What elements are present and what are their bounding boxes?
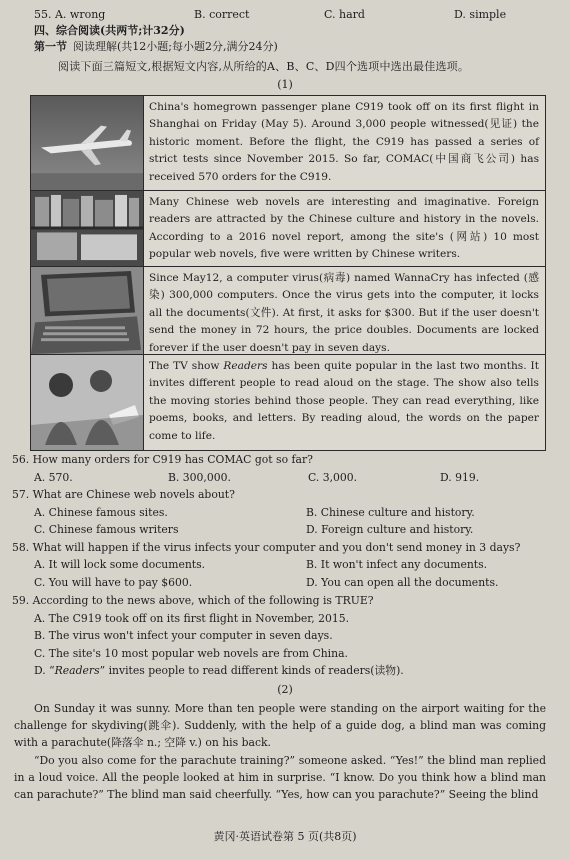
news-text-readers-pre: The TV show xyxy=(149,360,224,372)
news-row-c919 xyxy=(31,96,545,191)
q56-option-d: D. 919. xyxy=(440,471,480,484)
news-row-readers xyxy=(31,355,545,450)
q58-option-b: B. It won't infect any documents. xyxy=(306,558,488,571)
instruction: 阅读下面三篇短文,根据短文内容,从所给的A、B、C、D四个选项中选出最佳选项。 xyxy=(58,60,470,73)
laptop-photo xyxy=(31,267,144,354)
question-59: 59. According to the news above, which of the following is TRUE? xyxy=(12,594,374,607)
q56-option-c: C. 3,000. xyxy=(308,471,358,484)
q57-option-d: D. Foreign culture and history. xyxy=(306,523,474,536)
bookshelf-icon xyxy=(31,191,143,266)
tv-show-icon xyxy=(31,355,143,450)
passage-1-number: (1) xyxy=(277,78,293,91)
q57-option-b: B. Chinese culture and history. xyxy=(306,506,475,519)
tv-show-photo xyxy=(31,355,144,450)
section-title: 四、综合阅读(共两节;计32分) xyxy=(34,24,185,37)
q56-option-b: B. 300,000. xyxy=(168,471,231,484)
airplane-photo xyxy=(31,96,144,190)
part-label: 第一节 xyxy=(34,40,67,53)
bookshelf-photo xyxy=(31,191,144,266)
news-row-web-novels xyxy=(31,191,545,267)
q58-option-c: C. You will have to pay $600. xyxy=(34,576,193,589)
page-footer: 黄冈·英语试卷第 5 页(共8页) xyxy=(213,830,357,843)
q59-option-b: B. The virus won't infect your computer in seven days. xyxy=(34,629,333,642)
q55-option-d: D. simple xyxy=(454,8,507,21)
question-56: 56. How many orders for C919 has COMAC got so far? xyxy=(12,453,313,466)
news-text-virus: Since May12, a computer virus(病毒) named WannaCry has infected (感染) 300,000 computers. Once the virus gets into the computer, it locks all the documents(文件). At first, it asks for $300. But if the user doesn't send the money in 72 hours, the price doubles. Documents are locked forever if the user doesn't pay in seven days. xyxy=(149,272,539,354)
part-description: 阅读理解(共12小题;每小题2分,满分24分) xyxy=(73,40,278,53)
question-55-options xyxy=(34,8,544,24)
news-text-readers xyxy=(149,358,539,445)
airplane-icon xyxy=(31,96,143,190)
news-row-virus xyxy=(31,267,545,355)
q57-option-c: C. Chinese famous writers xyxy=(34,523,179,536)
passage-2-paragraph-2: “Do you also come for the parachute training?” someone asked. “Yes!” the blind man replied in a loud voice. All the people looked at him in surprise. “I know. Do you think how a blind man can parachute?” The blind man said cheerfully. “Yes, how can you parachute?” Seeing the blind xyxy=(14,754,546,802)
laptop-icon xyxy=(31,267,143,354)
news-text-c919: China's homegrown passenger plane C919 took off on its first flight in Shanghai on Friday (May 5). Around 3,000 people witnessed(见证) the historic moment. Before the flight, the C919 has passed a series of strict tests since November 2015. So far, COMAC(中国商飞公司) has received 570 orders for the C919. xyxy=(149,101,539,183)
q58-option-d: D. You can open all the documents. xyxy=(306,576,499,589)
question-58: 58. What will happen if the virus infects your computer and you don't send money in 3 days? xyxy=(12,541,521,554)
q56-option-a: A. 570. xyxy=(34,471,73,484)
q59-show-title: Readers xyxy=(54,664,100,677)
q55-option-a: 55. A. wrong xyxy=(34,8,106,21)
question-57: 57. What are Chinese web novels about? xyxy=(12,488,235,501)
part-title xyxy=(34,40,278,54)
news-table xyxy=(30,95,546,451)
q57-option-a: A. Chinese famous sites. xyxy=(34,506,168,519)
q58-option-a: A. It will lock some documents. xyxy=(34,558,206,571)
q59-option-d-pre: D. “ xyxy=(34,664,55,677)
q59-option-d-post: ” invites people to read different kinds of readers(读物). xyxy=(99,664,404,677)
passage-2-paragraph-1: On Sunday it was sunny. More than ten people were standing on the airport waiting for the challenge for skydiving(跳伞). Suddenly, with the help of a guide dog, a blind man was coming with a parachute(降落伞 n.; 空降 v.) on his back. xyxy=(14,702,546,750)
q55-option-c: C. hard xyxy=(324,8,365,21)
q55-option-b: B. correct xyxy=(194,8,250,21)
news-text-readers-post: has been quite popular in the last two months. It invites different people to read aloud on the stage. The show also tells the moving stories behind those people. They can read everything, like poems, books, and letters. By reading aloud, the words on the paper come to life. xyxy=(149,360,539,442)
show-title: Readers xyxy=(223,360,268,372)
q59-option-c: C. The site's 10 most popular web novels are from China. xyxy=(34,647,348,660)
q59-option-d xyxy=(34,664,404,678)
q59-option-a: A. The C919 took off on its first flight in November, 2015. xyxy=(34,612,350,625)
passage-2-number: (2) xyxy=(277,683,293,696)
news-text-web-novels: Many Chinese web novels are interesting and imaginative. Foreign readers are attracted by the Chinese culture and history in the novels. According to a 2016 novel report, among the site's (网站) 10 most popular web novels, five were written by Chinese writers. xyxy=(149,196,539,261)
